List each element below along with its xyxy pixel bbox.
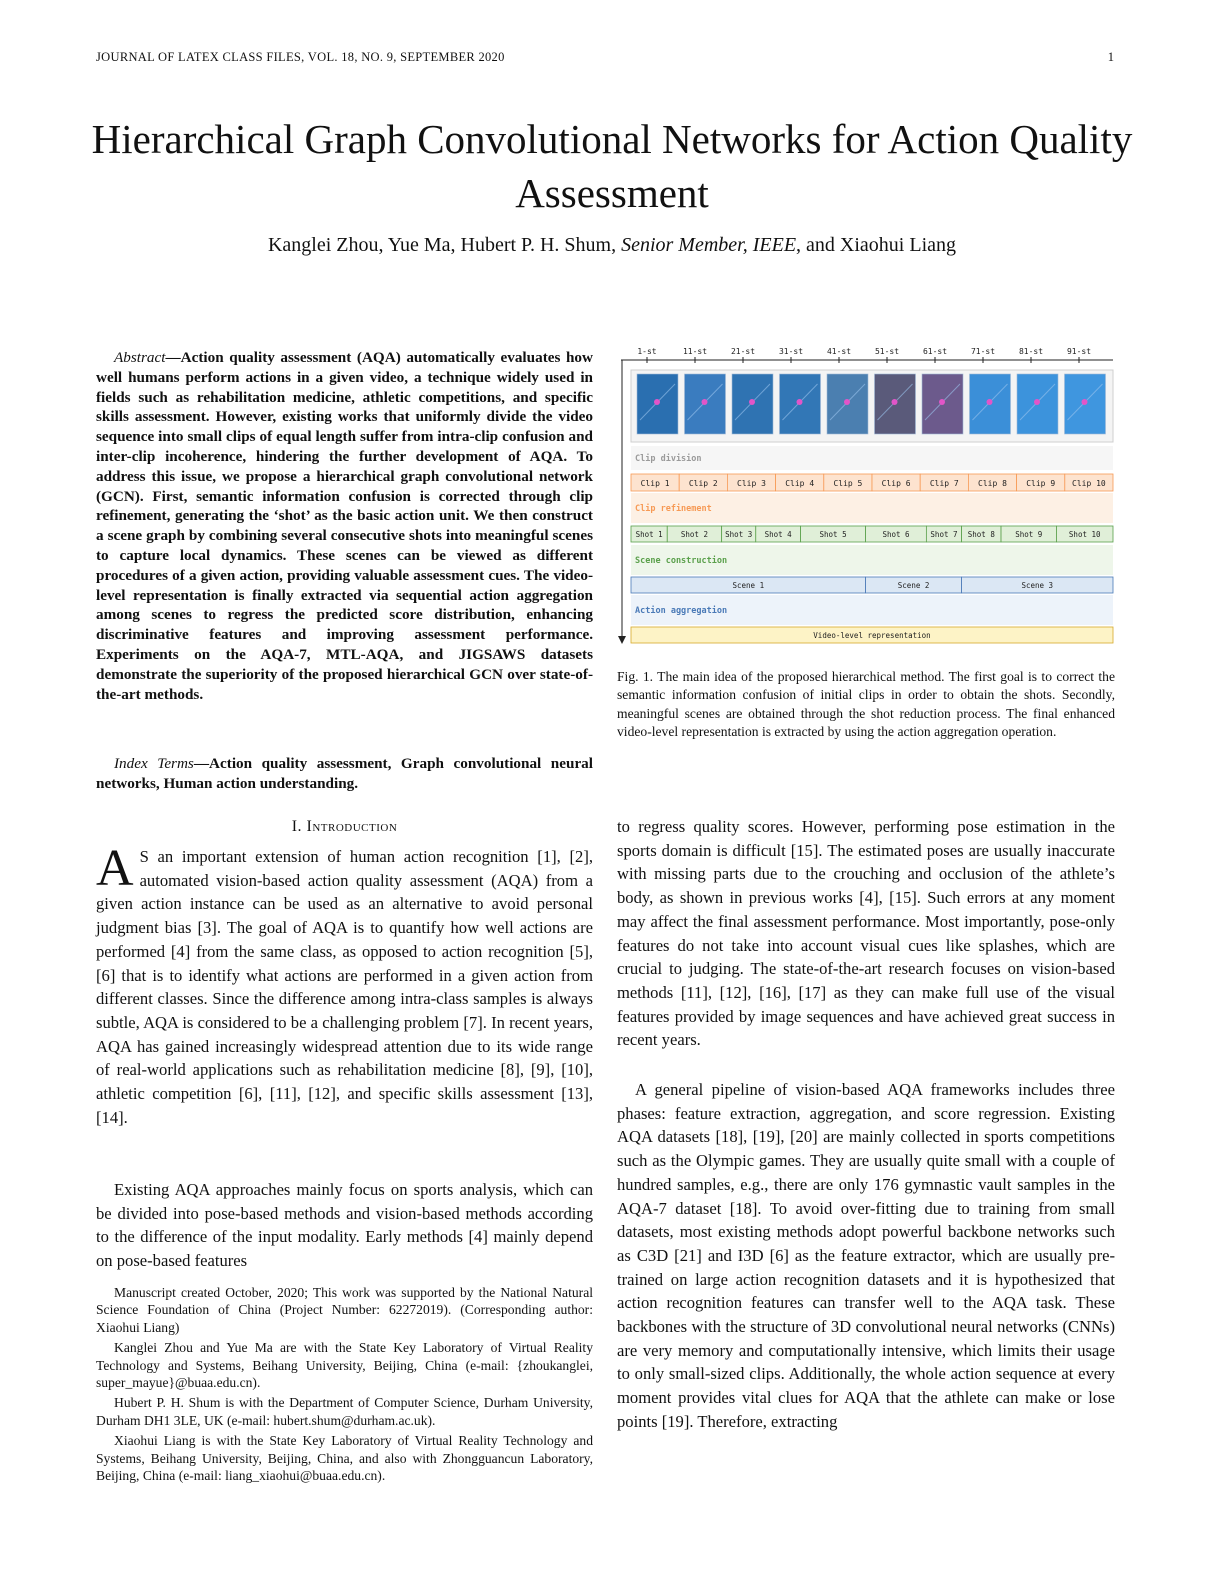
author-names: Kanglei Zhou, Yue Ma, Hubert P. H. Shum,: [267, 234, 617, 256]
index-terms-body: —Action quality assessment, Graph convolutional neural networks, Human action understanding.: [96, 755, 593, 792]
footnote-funding: Manuscript created October, 2020; This work was supported by the National Natural Science Foundation of China (Project Number: 62272019). (Corresponding author: Xiaohui Liang): [96, 1285, 593, 1335]
athlete-mark: [797, 399, 803, 405]
clip-label-7: Clip 7: [929, 479, 959, 488]
clip-label-4: Clip 4: [785, 479, 815, 488]
timeline-label-2: 11-st: [682, 347, 708, 356]
clip-label-9: Clip 9: [1026, 479, 1056, 488]
scene-label-1: Scene 1: [732, 581, 765, 590]
timeline-label-7: 61-st: [922, 347, 948, 356]
footnote-affiliation-3: Xiaohui Liang is with the State Key Laboratory of Virtual Reality Technology and Systems, Beihang University, Beijing, China, and also with Zhongguancun Laboratory, Beijing, China (e-mail: liang_xiaohui@buaa.edu.cn).: [96, 1433, 593, 1484]
athlete-mark: [892, 399, 898, 405]
footnote-affiliation-1: Kanglei Zhou and Yue Ma are with the State Key Laboratory of Virtual Reality Technology and Systems, Beihang University, Beijing, China (e-mail: {zhoukanglei, super_mayue}@buaa.edu.cn).: [96, 1340, 593, 1391]
clip-label-8: Clip 8: [978, 479, 1007, 488]
footnotes: [96, 1284, 593, 1487]
shot-label-6: Shot 6: [882, 530, 910, 539]
shot-label-2: Shot 2: [680, 530, 708, 539]
shot-label-4: Shot 4: [764, 530, 792, 539]
athlete-mark: [1034, 399, 1040, 405]
athlete-mark: [702, 399, 708, 405]
shot-label-9: Shot 9: [1015, 530, 1043, 539]
figure-caption: Fig. 1. The main idea of the proposed hierarchical method. The first goal is to correct the semantic information confusion of initial clips in order to obtain the shots. Secondly, meaningful scenes are obtained through the shot reduction process. The final enhanced video-level representation is extracted by using the action aggregation operation.: [617, 669, 1115, 740]
timeline-label-3: 21-st: [730, 347, 756, 356]
intro-p1-text: S an important extension of human action recognition [1], [2], automated vision-based action quality assessment (AQA) from a given action instance can be used as an alternative to avoid personal judgment bias [3]. The goal of AQA is to quantify how well actions are performed [4] from the same class, as opposed to action recognition [5], [6] that is to identify what actions are performed in a given action from different classes. Since the difference among intra-class samples is always subtle, AQA is considered to be a challenging problem [7]. In recent years, AQA has gained increasingly widespread attention due to its wide range of real-world applications such as rehabilitation medicine [8], [9], [10], athletic competition [6], [11], [12], and specific skills assessment [13], [14].: [96, 847, 593, 1127]
intro-paragraph-1: [96, 840, 593, 1129]
author-list: [60, 234, 1164, 257]
clip-label-5: Clip 5: [833, 479, 863, 488]
timeline-label-10: 91-st: [1066, 347, 1092, 356]
clip-division-label: Clip division: [635, 454, 702, 464]
video-level-label: Video-level representation: [813, 631, 931, 640]
scene-label-2: Scene 2: [897, 581, 930, 590]
paper-title: Hierarchical Graph Convolutional Networks for Action Quality Assessment: [91, 116, 1133, 216]
timeline-label-1: 1-st: [637, 347, 657, 356]
section-heading: I. Introduction: [291, 818, 398, 835]
timeline-label-8: 71-st: [970, 347, 996, 356]
abstract-lead: Abstract: [114, 349, 166, 366]
shot-label-10: Shot 10: [1068, 530, 1101, 539]
athlete-mark: [1082, 399, 1088, 405]
intro-paragraph-3: to regress quality scores. However, performing pose estimation in the sports domain is difficult [15]. The estimated poses are usually inaccurate with missing parts due to the crouching and occlusion of the athlete’s body, as shown in previous works [4], [15]. Such errors at any moment may affect the final assessment performance. Most importantly, pose-only features do not take into account visual cues like splashes, which are crucial to judging. The state-of-the-art research focuses on vision-based methods [11], [12], [16], [17] as they can make full use of the visual features provided by image sequences and have achieved great success in recent years.: [617, 817, 1115, 1050]
timeline-label-5: 41-st: [826, 347, 852, 356]
shot-label-1: Shot 1: [635, 530, 663, 539]
vertical-axis-arrow: [618, 636, 626, 644]
abstract: [96, 348, 593, 704]
clip-label-1: Clip 1: [640, 479, 670, 488]
clip-division-band: [631, 446, 1113, 470]
clip-label-10: Clip 10: [1072, 479, 1106, 488]
page-number: 1: [1107, 50, 1114, 64]
timeline-label-6: 51-st: [874, 347, 900, 356]
figure-diagram: [617, 340, 1117, 650]
clip-label-3: Clip 3: [737, 479, 766, 488]
timeline-label-9: 81-st: [1018, 347, 1044, 356]
athlete-mark: [987, 399, 993, 405]
athlete-mark: [749, 399, 755, 405]
clip-refinement-label: Clip refinement: [635, 504, 712, 514]
abstract-body: —Action quality assessment (AQA) automatically evaluates how well humans perform actions in a given video, a technique widely used in fields such as rehabilitation medicine, athletic competitions, and specific skills assessment. However, existing works that uniformly divide the video sequence into small clips of equal length suffer from intra-clip confusion and inter-clip incoherence, hindering the further development of AQA. To address this issue, we propose a hierarchical graph convolutional network (GCN). First, semantic information confusion is corrected through clip refinement, generating the ‘shot’ as the basic action unit. We then construct a scene graph by combining several consecutive shots into meaningful scenes to capture local dynamics. These scenes can be viewed as different procedures of a given action, providing valuable assessment cues. The video-level representation is finally extracted via sequential action aggregation among scenes to regress the predicted score distribution, enhancing discriminative features and improving assessment performance. Experiments on the AQA-7, MTL-AQA, and JIGSAWS datasets demonstrate the superiority of the proposed hierarchical GCN over state-of-the-art methods.: [96, 349, 593, 703]
drop-cap: A: [96, 840, 134, 897]
intro-paragraph-2: Existing AQA approaches mainly focus on sports analysis, which can be divided into pose-based methods and vision-based methods according to the difference of the input modality. Early methods [4] mainly depend on pose-based features: [96, 1180, 593, 1271]
clip-label-2: Clip 2: [688, 479, 718, 488]
shot-label-5: Shot 5: [819, 530, 847, 539]
shot-label-7: Shot 7: [930, 530, 958, 539]
scene-construction-label: Scene construction: [635, 556, 728, 566]
author-role: Senior Member, IEEE: [621, 234, 797, 256]
action-aggregation-label: Action aggregation: [635, 606, 728, 616]
intro-paragraph-4: A general pipeline of vision-based AQA frameworks includes three phases: feature extraction, aggregation, and score regression. Existing AQA datasets [18], [19], [20] are mainly collected in sports competitions such as the Olympic games. They are usually quite small with a couple of hundred samples, e.g., there are only 176 gymnastic vault samples in the AQA-7 dataset [18]. To avoid over-fitting due to training from small datasets, most existing methods adopt powerful backbone networks such as C3D [21] and I3D [6] as the feature extractor, which are usually pre-trained on large action recognition datasets and it is hypothesized that action recognition features can transfer well to the AQA task. These backbones with the structure of 3D convolutional neural networks (CNNs) are very memory and computationally intensive, which limits their usage to only small-sized clips. Additionally, the whole action sequence at every moment provides vital clues for AQA that the athlete can make or lose points [19]. Therefore, extracting: [617, 1080, 1115, 1431]
shot-label-8: Shot 8: [967, 530, 995, 539]
athlete-mark: [844, 399, 850, 405]
timeline-label-4: 31-st: [778, 347, 804, 356]
athlete-mark: [654, 399, 660, 405]
journal-header: JOURNAL OF LATEX CLASS FILES, VOL. 18, NO. 9, SEPTEMBER 2020: [96, 50, 505, 64]
scene-label-3: Scene 3: [1021, 581, 1054, 590]
athlete-mark: [939, 399, 945, 405]
index-terms: [96, 754, 593, 794]
author-last: , and Xiaohui Liang: [796, 234, 957, 256]
index-terms-lead: Index Terms: [114, 755, 194, 772]
footnote-affiliation-2: Hubert P. H. Shum is with the Department of Computer Science, Durham University, Durham DH1 3LE, UK (e-mail: hubert.shum@durham.ac.uk).: [96, 1395, 593, 1428]
figure-1: [617, 340, 1117, 650]
clip-label-6: Clip 6: [881, 479, 911, 488]
shot-label-3: Shot 3: [725, 530, 753, 539]
